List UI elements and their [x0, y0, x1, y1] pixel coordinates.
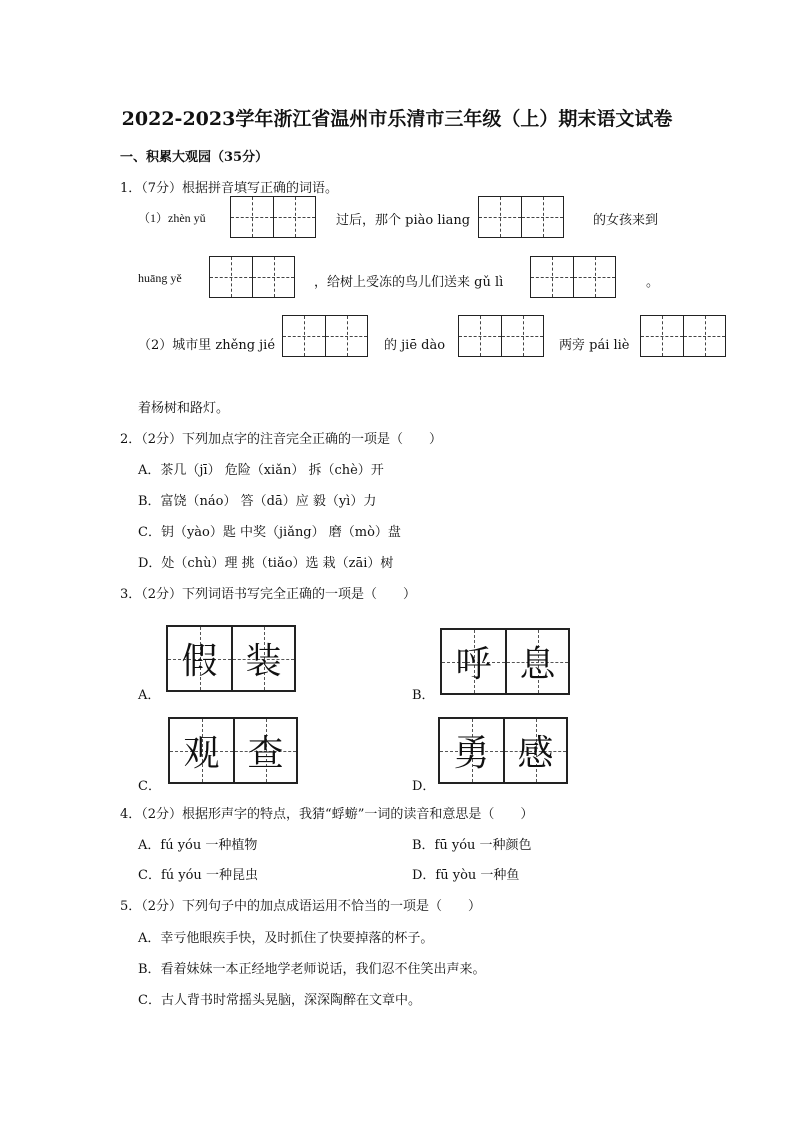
q3-d-char-2: 感: [517, 733, 554, 774]
q1-text-after2: 的女孩来到: [593, 213, 659, 228]
q1-huangye: huāng yě: [138, 271, 182, 285]
question-2-stem: 2．（2分）下列加点字的注音完全正确的一项是（ ）: [120, 432, 443, 447]
q5-option-a[interactable]: A．幸亏他眼疾手快，及时抓住了快要掉落的杯子。: [138, 931, 434, 946]
q1-part1-label: （1）zhèn yǔ: [138, 211, 206, 225]
q4-option-a[interactable]: A．fú yóu 一种植物: [138, 838, 258, 853]
q3-option-b-chars[interactable]: [440, 628, 570, 695]
answer-grid-zhengjie[interactable]: [282, 315, 368, 357]
q3-c-char-2: 查: [247, 733, 284, 774]
exam-title: 2022-2023学年浙江省温州市乐清市三年级（上）期末语文试卷: [121, 108, 673, 130]
answer-grid-guli[interactable]: [530, 256, 616, 298]
q3-option-d-label[interactable]: D．: [412, 779, 436, 794]
question-5-stem: 5．（2分）下列句子中的加点成语运用不恰当的一项是（ ）: [120, 899, 482, 914]
section-heading: 一、积累大观园（35分）: [120, 150, 269, 165]
q4-option-b[interactable]: B．fū yóu 一种颜色: [412, 838, 532, 853]
q3-d-char-1: 勇: [453, 733, 490, 774]
q3-b-char-1: 呼: [455, 644, 492, 685]
q1-text-end: 着杨树和路灯。: [138, 401, 230, 416]
q4-option-d[interactable]: D．fū yòu 一种鱼: [412, 868, 520, 883]
q1-text-de: 的 jiē dào: [384, 338, 446, 353]
q3-a-char-2: 装: [245, 641, 282, 682]
q2-option-b[interactable]: B．富饶（náo） 答（dā）应 毅（yì）力: [138, 494, 377, 509]
q5-option-b[interactable]: B．看着妹妹一本正经地学老师说话，我们忍不住笑出声来。: [138, 962, 486, 977]
question-3-stem: 3．（2分）下列词语书写完全正确的一项是（ ）: [120, 587, 417, 602]
q3-b-char-2: 息: [519, 644, 556, 685]
answer-grid-zhenyu[interactable]: [230, 196, 316, 238]
q3-option-c-label[interactable]: C．: [138, 779, 161, 794]
q3-option-a-chars[interactable]: [166, 625, 296, 692]
answer-grid-huangye[interactable]: [209, 256, 295, 298]
q3-option-b-label[interactable]: B．: [412, 688, 435, 703]
q1-text-mid: ，给树上受冻的鸟儿们送来 gǔ lì: [314, 275, 504, 290]
q3-option-a-label[interactable]: A．: [138, 688, 161, 703]
question-1-stem: 1．（7分）根据拼音填写正确的词语。: [120, 181, 339, 196]
q2-option-c[interactable]: C．钥（yào）匙 中奖（jiǎng） 磨（mò）盘: [138, 525, 401, 540]
q3-option-d-chars[interactable]: [438, 717, 568, 784]
q2-option-d[interactable]: D．处（chù）理 挑（tiǎo）选 栽（zāi）树: [138, 556, 394, 571]
q1-part2-label: （2）城市里 zhěng jié: [138, 338, 276, 353]
q1-period: 。: [646, 275, 660, 290]
q2-option-a[interactable]: A．茶几（jī） 危险（xiǎn） 拆（chè）开: [138, 463, 384, 478]
q3-c-char-1: 观: [183, 733, 220, 774]
q4-option-c[interactable]: C．fú yóu 一种昆虫: [138, 868, 258, 883]
answer-grid-pailie[interactable]: [640, 315, 726, 357]
q3-option-c-chars[interactable]: [168, 717, 298, 784]
answer-grid-jiedao[interactable]: [458, 315, 544, 357]
q3-a-char-1: 假: [181, 641, 218, 682]
q1-text-liangpang: 两旁 pái liè: [559, 338, 630, 353]
q5-option-c[interactable]: C．古人背书时常摇头晃脑，深深陶醉在文章中。: [138, 993, 421, 1008]
question-4-stem: 4．（2分）根据形声字的特点，我猜“蜉蝣”一词的读音和意思是（ ）: [120, 807, 534, 822]
answer-grid-piaoliang[interactable]: [478, 196, 564, 238]
q1-text-after1: 过后，那个 piào liang: [336, 213, 471, 228]
